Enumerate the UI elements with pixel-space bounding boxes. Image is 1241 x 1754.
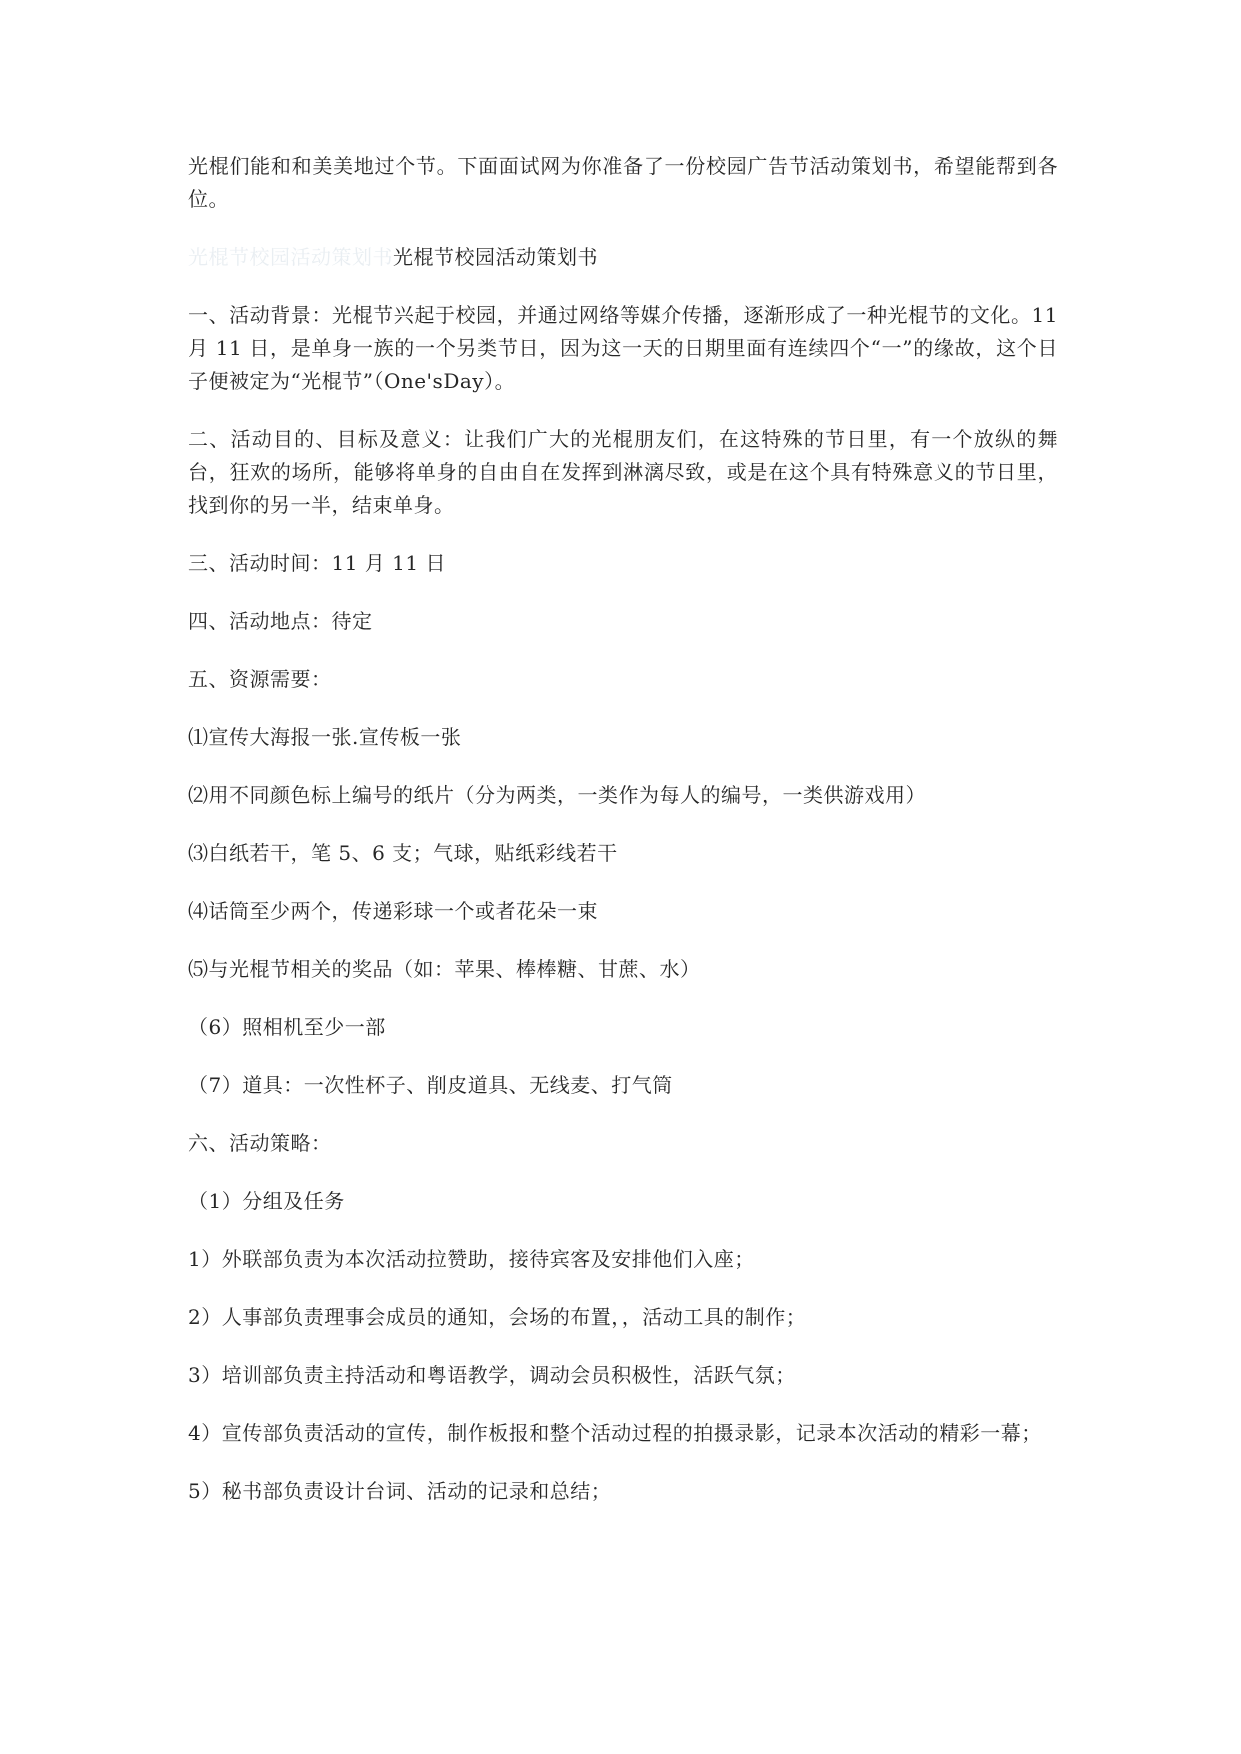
section-resources-heading: 五、资源需要：	[188, 667, 332, 691]
task-item: 4）宣传部负责活动的宣传，制作板报和整个活动过程的拍摄录影，记录本次活动的精彩一幕；	[188, 1421, 1042, 1445]
section-purpose: 二、活动目的、目标及意义：让我们广大的光棍朋友们，在这特殊的节日里，有一个放纵的舞台，狂欢的场所，能够将单身的自由自在发挥到淋漓尽致，或是在这个具有特殊意义的节日里，找到你的另一半，结束单身。	[188, 427, 1058, 517]
resource-item: ⑶白纸若干，笔 5、6 支；气球，贴纸彩线若干	[188, 841, 618, 865]
task-item: 1）外联部负责为本次活动拉赞助，接待宾客及安排他们入座；	[188, 1247, 755, 1271]
intro-paragraph: 光棍们能和和美美地过个节。下面面试网为你准备了一份校园广告节活动策划书，希望能帮到各位。	[188, 154, 1058, 211]
strategy-subheading: （1）分组及任务	[188, 1189, 345, 1213]
title-ghost-text: 光棍节校园活动策划书	[188, 245, 393, 269]
task-item: 2）人事部负责理事会成员的通知，会场的布置，，活动工具的制作；	[188, 1305, 807, 1329]
document-title	[188, 241, 1058, 274]
section-background: 一、活动背景：光棍节兴起于校园，并通过网络等媒介传播，逐渐形成了一种光棍节的文化。11 月 11 日，是单身一族的一个另类节日，因为这一天的日期里面有连续四个“一”的缘故，这个日子便被定为“光棍节”（One'sDay）。	[188, 303, 1058, 393]
resource-item: （6）照相机至少一部	[188, 1015, 386, 1039]
document-page	[188, 150, 1058, 1533]
task-item: 5）秘书部负责设计台词、活动的记录和总结；	[188, 1479, 612, 1503]
section-strategy-heading: 六、活动策略：	[188, 1131, 332, 1155]
resource-item: ⑷话筒至少两个，传递彩球一个或者花朵一束	[188, 899, 598, 923]
resource-item: ⑴宣传大海报一张.宣传板一张	[188, 725, 462, 749]
resource-item: ⑵用不同颜色标上编号的纸片（分为两类，一类作为每人的编号，一类供游戏用）	[188, 783, 926, 807]
task-item: 3）培训部负责主持活动和粤语教学，调动会员积极性，活跃气氛；	[188, 1363, 796, 1387]
title-text: 光棍节校园活动策划书	[393, 245, 598, 269]
resource-item: ⑸与光棍节相关的奖品（如：苹果、棒棒糖、甘蔗、水）	[188, 957, 701, 981]
section-time: 三、活动时间：11 月 11 日	[188, 551, 446, 575]
section-place: 四、活动地点：待定	[188, 609, 373, 633]
resource-item: （7）道具：一次性杯子、削皮道具、无线麦、打气筒	[188, 1073, 673, 1097]
